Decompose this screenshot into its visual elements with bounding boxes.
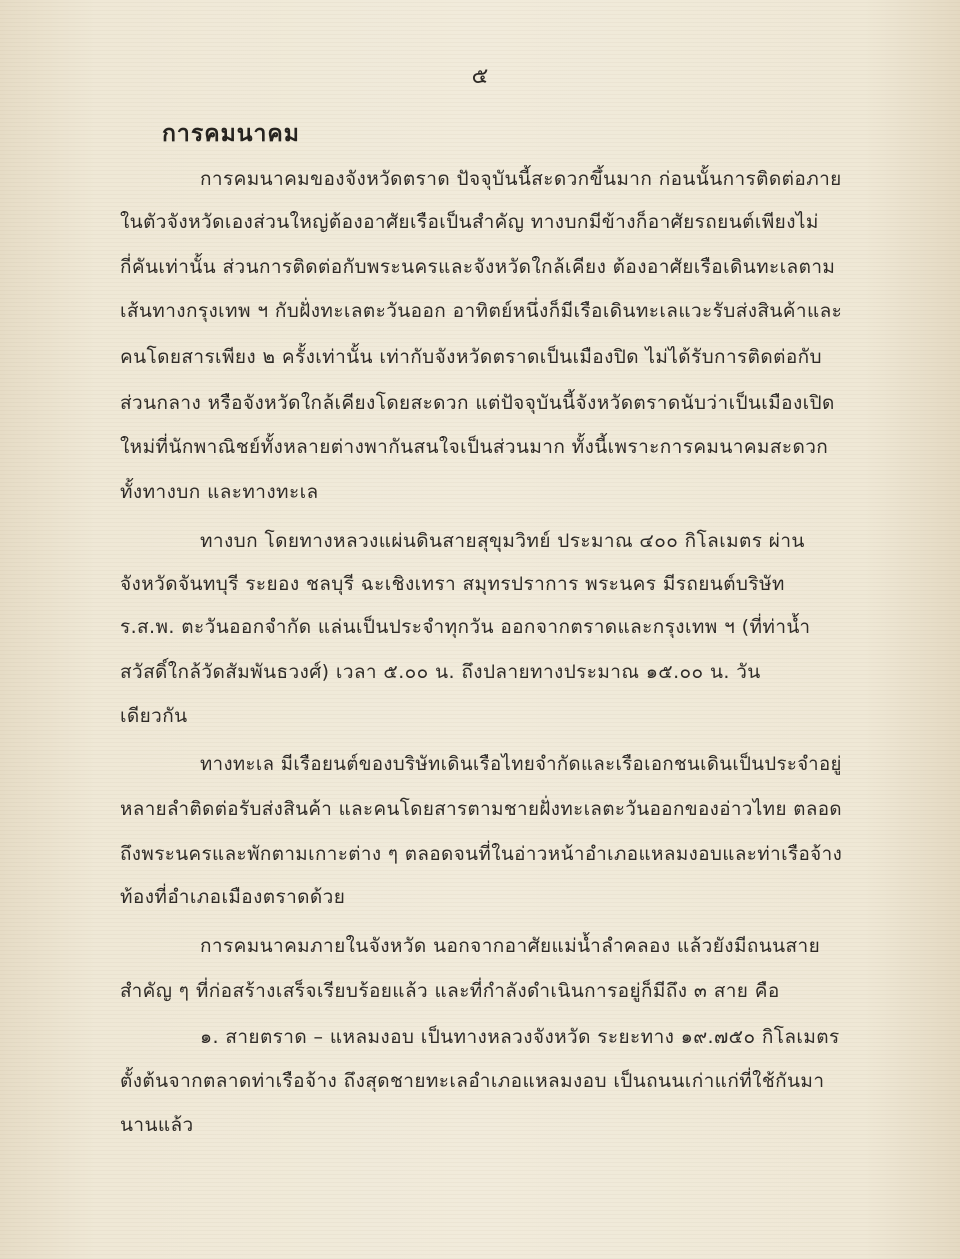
paragraph-line: ใหม่ที่นักพาณิชย์ทั้งหลายต่างพากันสนใจเป็นส่วนมาก ทั้งนี้เพราะการคมนาคมสะดวก <box>120 436 829 458</box>
paragraph-line: ตั้งต้นจากตลาดท่าเรือจ้าง ถึงสุดชายทะเลอำเภอแหลมงอบ เป็นถนนเก่าแก่ที่ใช้กันมา <box>120 1070 825 1092</box>
paragraph-line: การคมนาคมภายในจังหวัด นอกจากอาศัยแม่น้ำลำคลอง แล้วยังมีถนนสาย <box>200 935 821 957</box>
paragraph-line: การคมนาคมของจังหวัดตราด ปัจจุบันนี้สะดวกขึ้นมาก ก่อนนั้นการติดต่อภาย <box>200 168 842 190</box>
paragraph-line: ร.ส.พ. ตะวันออกจำกัด แล่นเป็นประจำทุกวัน ออกจากตราดและกรุงเทพ ฯ (ที่ท่าน้ำ <box>120 616 811 638</box>
paragraph-line: ทางบก โดยทางหลวงแผ่นดินสายสุขุมวิทย์ ประมาณ ๔๐๐ กิโลเมตร ผ่าน <box>200 530 805 552</box>
paragraph-line: สำคัญ ๆ ที่ก่อสร้างเสร็จเรียบร้อยแล้ว และที่กำลังดำเนินการอยู่ก็มีถึง ๓ สาย คือ <box>120 980 780 1002</box>
paragraph-line: จังหวัดจันทบุรี ระยอง ชลบุรี ฉะเชิงเทรา สมุทรปราการ พระนคร มีรถยนต์บริษัท <box>120 573 785 595</box>
paragraph-line: ถึงพระนครและพักตามเกาะต่าง ๆ ตลอดจนที่ในอ่าวหน้าอำเภอแหลมงอบและท่าเรือจ้าง <box>120 843 843 865</box>
paragraph-line: ทั้งทางบก และทางทะเล <box>120 481 319 503</box>
paragraph-line: นานแล้ว <box>120 1114 194 1136</box>
paragraph-line: กี่คันเท่านั้น ส่วนการติดต่อกับพระนครและจังหวัดใกล้เคียง ต้องอาศัยเรือเดินทะเลตาม <box>120 256 836 278</box>
page-number: ๕ <box>471 64 489 89</box>
paragraph-line: เดียวกัน <box>120 705 188 727</box>
paragraph-line: ท้องที่อำเภอเมืองตราดด้วย <box>120 886 346 908</box>
paragraph-line: หลายลำติดต่อรับส่งสินค้า และคนโดยสารตามชายฝั่งทะเลตะวันออกของอ่าวไทย ตลอด <box>120 798 843 820</box>
section-heading: การคมนาคม <box>162 121 300 147</box>
paragraph-line: ๑. สายตราด – แหลมงอบ เป็นทางหลวงจังหวัด ระยะทาง ๑๙.๗๕๐ กิโลเมตร <box>200 1026 840 1048</box>
paragraph-line: คนโดยสารเพียง ๒ ครั้งเท่านั้น เท่ากับจังหวัดตราดเป็นเมืองปิด ไม่ได้รับการติดต่อกับ <box>120 346 823 368</box>
paragraph-line: ส่วนกลาง หรือจังหวัดใกล้เคียงโดยสะดวก แต่ปัจจุบันนี้จังหวัดตราดนับว่าเป็นเมืองเปิด <box>120 392 835 414</box>
paragraph-line: สวัสดิ์ใกล้วัดสัมพันธวงศ์) เวลา ๕.๐๐ น. ถึงปลายทางประมาณ ๑๕.๐๐ น. วัน <box>120 661 761 683</box>
paragraph-line: ทางทะเล มีเรือยนต์ของบริษัทเดินเรือไทยจำกัดและเรือเอกชนเดินเป็นประจำอยู่ <box>200 753 842 775</box>
paragraph-line: ในตัวจังหวัดเองส่วนใหญ่ต้องอาศัยเรือเป็นสำคัญ ทางบกมีข้างก็อาศัยรถยนต์เพียงไม่ <box>120 211 819 233</box>
paragraph-line: เส้นทางกรุงเทพ ฯ กับฝั่งทะเลตะวันออก อาทิตย์หนึ่งก็มีเรือเดินทะเลแวะรับส่งสินค้าและ <box>120 300 843 322</box>
